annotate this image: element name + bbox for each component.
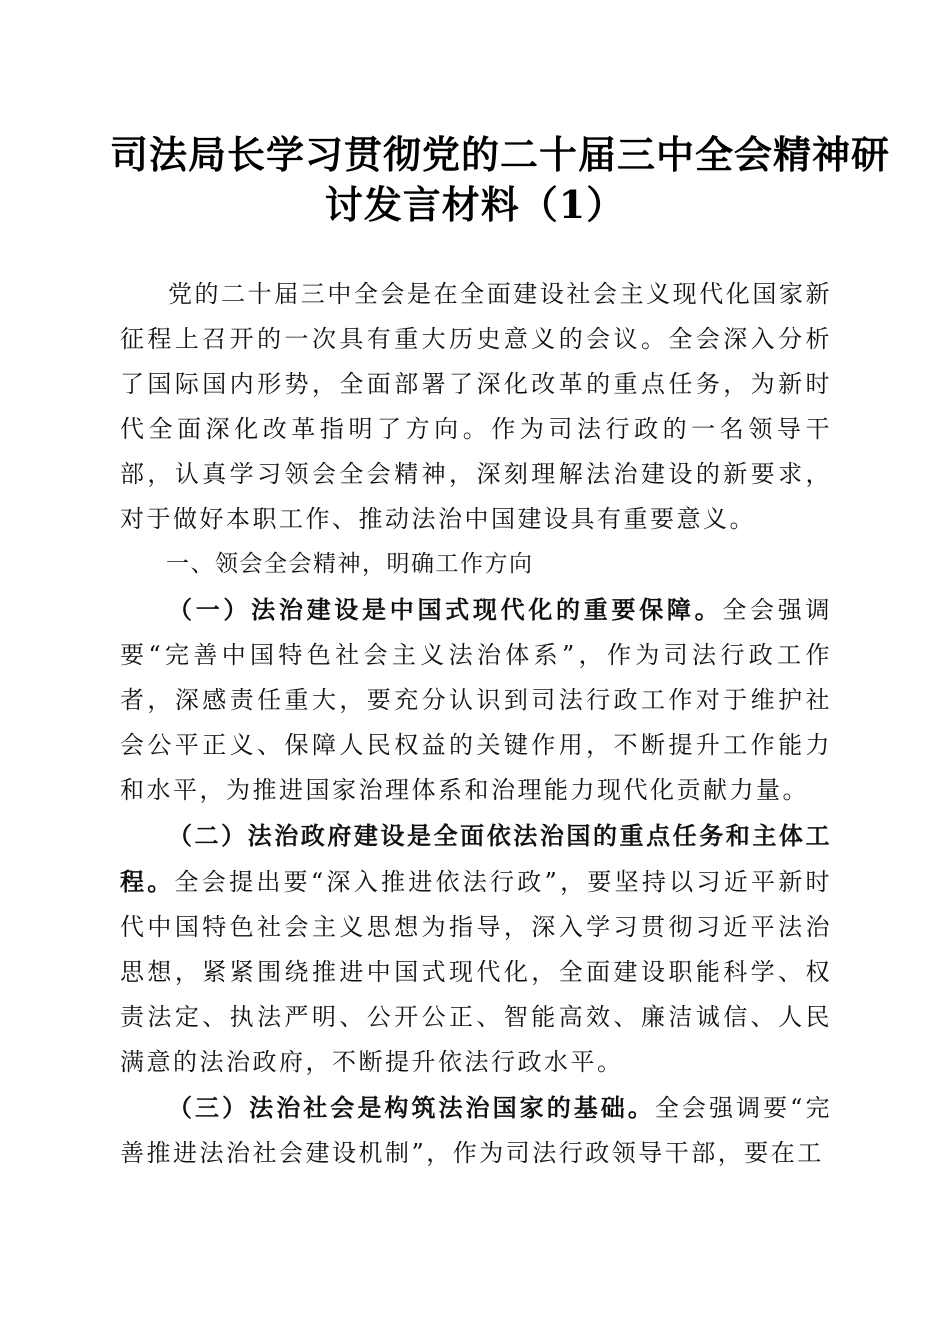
title-line-2: 讨发言材料（1）: [324, 182, 626, 227]
document-body: [120, 272, 832, 1176]
item-lead: （三）法治社会是构筑法治国家的基础。: [168, 1093, 655, 1122]
intro-paragraph: 党的二十届三中全会是在全面建设社会主义现代化国家新征程上召开的一次具有重大历史意义的会议。全会深入分析了国际国内形势，全面部署了深化改革的重点任务，为新时代全面深化改革指明了方向。作为司法行政的一名领导干部，认真学习领会全会精神，深刻理解法治建设的新要求，对于做好本职工作、推动法治中国建设具有重要意义。: [120, 280, 832, 533]
section-heading: 一、领会全会精神，明确工作方向: [166, 551, 534, 577]
item-lead: （一）法治建设是中国式现代化的重要保障。: [168, 595, 723, 624]
item-paragraph: [120, 813, 832, 1085]
item-text: 全会强调要“完善推进法治社会建设机制”，作为司法行政领导干部，要在工: [120, 1094, 832, 1167]
item-text: 全会强调要“完善中国特色社会主义法治体系”，作为司法行政工作者，深感责任重大，要充分认识到司法行政工作对于维护社会公平正义、保障人民权益的关键作用，不断提升工作能力和水平，为推进国家治理体系和治理能力现代化贡献力量。: [120, 596, 833, 804]
title-line-1: 司法局长学习贯彻党的二十届三中全会精神研: [110, 132, 891, 177]
item-paragraph: [120, 587, 832, 813]
document-title: [110, 130, 891, 230]
item-text: 全会提出要“深入推进依法行政”，要坚持以习近平新时代中国特色社会主义思想为指导，深入学习贯彻习近平法治思想，紧紧围绕推进中国式现代化，全面建设职能科学、权责法定、执法严明、公开公正、智能高效、廉洁诚信、人民满意的法治政府，不断提升依法行政水平。: [120, 868, 833, 1076]
item-lead: （二）法治政府建设是全面依法治国的重点任务和主体工程。: [120, 821, 832, 896]
item-paragraph: [120, 1085, 832, 1176]
